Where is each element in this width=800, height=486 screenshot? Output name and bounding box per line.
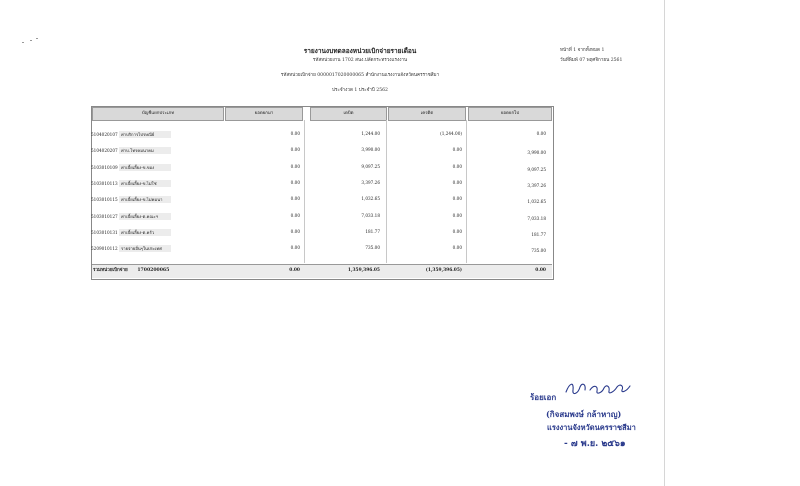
page-number xyxy=(560,47,604,54)
account-name: ค่าบริการไปรษณีย์ xyxy=(119,131,171,138)
table-row xyxy=(91,213,171,220)
account-code: 5103010109 xyxy=(91,164,118,170)
total-code: 1700200065 xyxy=(137,268,170,273)
report-subtitle: รหัสหน่วยงาน 1702 สนง.ปลัดกระทรวงแรงงาน xyxy=(312,58,408,63)
page-no: 1 xyxy=(573,48,577,53)
table-row xyxy=(91,164,171,171)
credit-cell: 0.00 xyxy=(452,179,462,185)
account-name: รายจ่ายอื่นๆในประเทศ xyxy=(119,245,171,252)
carry-cell: 0.00 xyxy=(290,245,300,251)
date-label: วันที่พิมพ์ xyxy=(560,58,578,63)
debit-cell: 1,244.00 xyxy=(361,131,380,136)
column-header-credit: เครดิต xyxy=(388,107,466,121)
debit-cell: 1,032.65 xyxy=(361,196,380,202)
carry-cell: 0.00 xyxy=(290,163,300,169)
column-divider xyxy=(386,120,387,263)
debit-cell: 3,397.26 xyxy=(361,179,380,185)
account-code: 5103010127 xyxy=(91,213,118,219)
carry-cell: 0.00 xyxy=(290,147,300,153)
pages-label: จากทั้งหมด xyxy=(577,48,601,53)
account-code: 5103010113 xyxy=(91,180,118,186)
column-header-carry: ยอดยกมา xyxy=(225,107,303,121)
total-debit: 1,359,396.05 xyxy=(347,268,380,273)
carry-cell: 0.00 xyxy=(290,228,300,234)
table-row xyxy=(91,196,171,203)
table-row xyxy=(91,245,171,252)
account-name: ค่าบ.โทรคมนาคม xyxy=(119,147,171,154)
signer-name: (กิจสมพงษ์ กล้าหาญ) xyxy=(546,409,622,419)
table-row xyxy=(91,229,171,236)
column-divider xyxy=(304,120,305,263)
balance-cell: 181.77 xyxy=(531,231,546,237)
account-code: 5209010112 xyxy=(91,246,118,252)
account-name: ค่าเบี้ยเลี้ยง-ข.ไม่ใช่ xyxy=(119,180,171,187)
account-code: 5103010131 xyxy=(91,229,118,235)
debit-cell: 3,990.00 xyxy=(361,147,380,153)
account-code: 5104020207 xyxy=(91,148,118,154)
column-header-account: บัญชีแยกประเภท xyxy=(92,107,224,121)
table-row xyxy=(91,147,171,154)
carry-cell: 0.00 xyxy=(290,212,300,218)
column-divider xyxy=(466,120,467,263)
report-period: ประจำงวด 1 ประจำปี 2562 xyxy=(332,88,388,93)
account-name: ค่าเบี้ยเลี้ยง-ข.ของ xyxy=(119,164,171,171)
credit-cell: 0.00 xyxy=(452,212,462,218)
table-row xyxy=(91,180,171,187)
column-header-debit: เดบิต xyxy=(310,107,387,121)
credit-cell: 0.00 xyxy=(452,163,462,169)
balance-cell: 3,397.26 xyxy=(527,182,546,188)
debit-cell: 735.00 xyxy=(365,245,380,251)
credit-cell: (1,244.00) xyxy=(440,131,462,136)
column-header-balance: ยอดยกไป xyxy=(468,107,552,121)
credit-cell: 0.00 xyxy=(452,245,462,251)
debit-cell: 7,033.18 xyxy=(361,212,380,218)
debit-cell: 181.77 xyxy=(365,228,380,234)
balance-cell: 3,990.00 xyxy=(527,150,546,156)
debit-cell: 9,097.25 xyxy=(361,163,380,169)
table-row xyxy=(91,131,171,138)
account-name: ค่าเบี้ยเลี้ยง-ต.ครัว xyxy=(119,229,171,236)
signed-date: - ๗ พ.ย. ๒๕๖๑ xyxy=(564,439,626,449)
carry-cell: 0.00 xyxy=(290,179,300,185)
signer-position: แรงงานจังหวัดนครราชสีมา xyxy=(547,423,636,432)
print-date xyxy=(560,57,622,64)
report-title: รายงานงบทดลองหน่วยเบิกจ่ายรายเดือน xyxy=(303,47,417,55)
total-label-text: รวมหน่วยเบิกจ่าย xyxy=(93,268,128,273)
carry-cell: 0.00 xyxy=(290,131,300,136)
credit-cell: 0.00 xyxy=(452,196,462,202)
balance-cell: 7,033.18 xyxy=(527,215,546,221)
signer-rank: ร้อยเอก xyxy=(530,392,557,402)
credit-cell: 0.00 xyxy=(452,147,462,153)
credit-cell: 0.00 xyxy=(452,228,462,234)
account-name: ค่าเบี้ยเลี้ยง-ต.คณะฯ xyxy=(119,213,171,220)
signature-block xyxy=(524,378,664,468)
handwritten-signature xyxy=(564,378,634,400)
date-value: 07 พฤศจิกายน 2561 xyxy=(579,58,623,63)
page-label: หน้าที่ xyxy=(560,48,572,53)
scan-speck xyxy=(36,38,38,39)
balance-cell: 735.00 xyxy=(531,248,546,254)
page-edge-line xyxy=(664,0,665,486)
total-balance: 0.00 xyxy=(535,268,546,273)
scan-speck xyxy=(22,42,24,43)
balance-cell: 9,097.25 xyxy=(527,166,546,172)
balance-cell: 0.00 xyxy=(536,131,546,136)
account-code: 5104020107 xyxy=(91,132,118,137)
scan-speck xyxy=(30,40,32,41)
pages-total: 1 xyxy=(601,48,605,53)
report-unit: รหัสหน่วยเบิกจ่าย 0000017020000065 สำนักงานแรงงานจังหวัดนครราชสีมา xyxy=(280,73,440,78)
total-carry: 0.00 xyxy=(289,268,300,273)
total-credit: (1,359,396.05) xyxy=(425,268,462,273)
balance-cell: 1,032.65 xyxy=(527,199,546,205)
total-label xyxy=(93,267,169,274)
account-name: ค่าเบี้ยเลี้ยง-ข.ไม่คมนา xyxy=(119,196,171,203)
carry-cell: 0.00 xyxy=(290,196,300,202)
account-code: 5103010115 xyxy=(91,197,118,203)
